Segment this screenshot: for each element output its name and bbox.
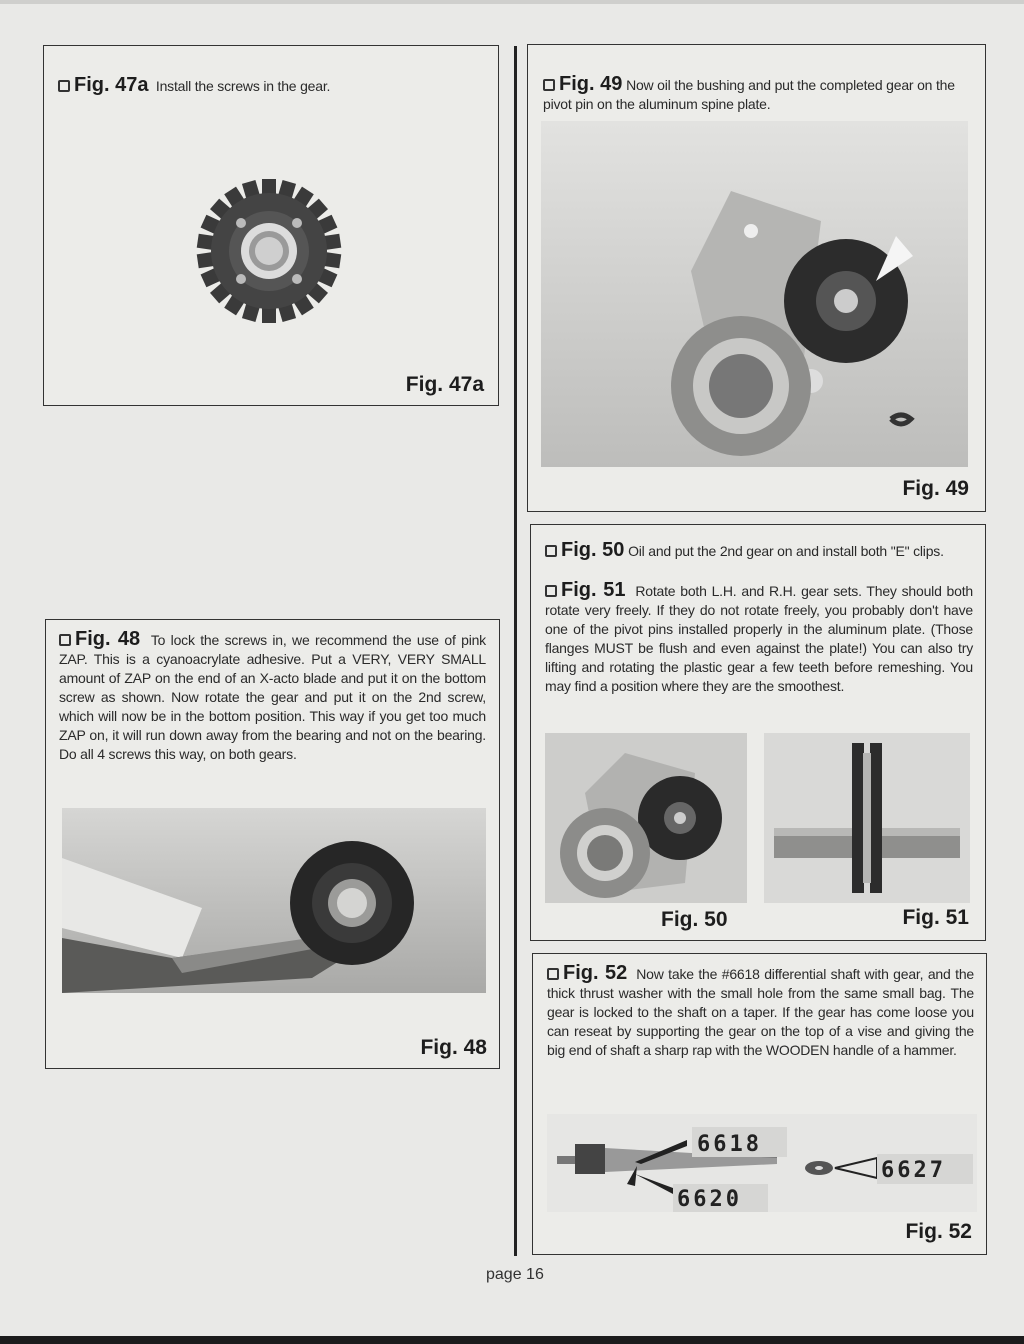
- fig-48-caption: [59, 630, 486, 764]
- checkbox-icon[interactable]: [59, 634, 71, 646]
- checkbox-icon[interactable]: [543, 79, 555, 91]
- checkbox-icon[interactable]: [545, 545, 557, 557]
- fig-52-text: Now take the #6618 differential shaft with gear, and the thick thrust washer with the small hole from the same small bag. The gear is locked to the shaft on a taper. If the gear has come loose you can reseat by supporting the gear on the top of a vise and giving the big end of shaft a sharp rap with the WOODEN handle of a hammer.: [547, 966, 974, 1058]
- fig-48-title: Fig. 48: [75, 628, 141, 650]
- fig-50-title: Fig. 50: [561, 539, 625, 561]
- fig-51-text: Rotate both L.H. and R.H. gear sets. They should both rotate very freely. If they do not rotate freely, you probably don't have one of the pivot pins installed properly in the aluminum plate. (Those flanges MUST be flush and even against the plate!) You can also try lifting and rotating the plastic gear a few teeth before remeshing. You may find a position where they are the smoothest.: [545, 583, 973, 694]
- fig-52-panel: [532, 953, 987, 1255]
- page-bottom-edge: [0, 1336, 1024, 1344]
- fig-49-photo: [541, 121, 968, 467]
- fig-51-photo: [764, 733, 970, 903]
- fig-47a-caption: [58, 76, 488, 96]
- page-number: page 16: [486, 1266, 544, 1283]
- fig-51-label: Fig. 51: [902, 906, 969, 929]
- fig-49-text: Now oil the bushing and put the completed gear on the pivot pin on the aluminum spine plate.: [543, 77, 955, 112]
- fig-47a-text: Install the screws in the gear.: [155, 78, 331, 94]
- checkbox-icon[interactable]: [58, 80, 70, 92]
- fig-49-label: Fig. 49: [902, 477, 969, 500]
- fig-52-title: Fig. 52: [563, 962, 628, 984]
- fig-47a-panel: [43, 45, 499, 406]
- fig-50-label: Fig. 50: [661, 908, 728, 931]
- fig-49-caption: [543, 75, 975, 114]
- fig-47a-title: Fig. 47a: [74, 74, 149, 96]
- fig-52-caption: [547, 964, 974, 1060]
- fig-50-photo: [545, 733, 747, 903]
- fig-47a-photo: [184, 166, 354, 336]
- fig-51-caption: [545, 581, 973, 696]
- fig-47a-label: Fig. 47a: [405, 373, 484, 396]
- fig-52-label: Fig. 52: [905, 1220, 972, 1243]
- fig-48-label: Fig. 48: [420, 1036, 487, 1059]
- part-6620-label: 6620: [677, 1187, 742, 1212]
- checkbox-icon[interactable]: [545, 585, 557, 597]
- column-divider: [514, 46, 517, 1256]
- fig-48-panel: [45, 619, 500, 1069]
- fig-52-diagram: [547, 1114, 977, 1212]
- fig-48-photo: [62, 808, 486, 993]
- fig-50-51-panel: [530, 524, 986, 941]
- fig-48-text: To lock the screws in, we recommend the use of pink ZAP. This is a cyanoacrylate adhesive. Put a VERY, VERY SMALL amount of ZAP on the end of an X-acto blade and put it on the bottom screw as shown. Now rotate the gear and put it on the 2nd screw, which will now be in the bottom position. This way if you get too much ZAP on, it will run down away from the bearing and not on the bearing. Do all 4 screws this way, on both gears.: [59, 632, 486, 762]
- fig-49-panel: [527, 44, 986, 512]
- fig-49-title: Fig. 49: [559, 73, 623, 95]
- page-top-edge: [0, 0, 1024, 4]
- part-6618-label: 6618: [697, 1132, 762, 1157]
- fig-51-title: Fig. 51: [561, 579, 626, 601]
- part-6627-label: 6627: [881, 1158, 946, 1183]
- checkbox-icon[interactable]: [547, 968, 559, 980]
- fig-50-caption: [545, 541, 973, 561]
- fig-50-text: Oil and put the 2nd gear on and install both "E" clips.: [628, 543, 944, 559]
